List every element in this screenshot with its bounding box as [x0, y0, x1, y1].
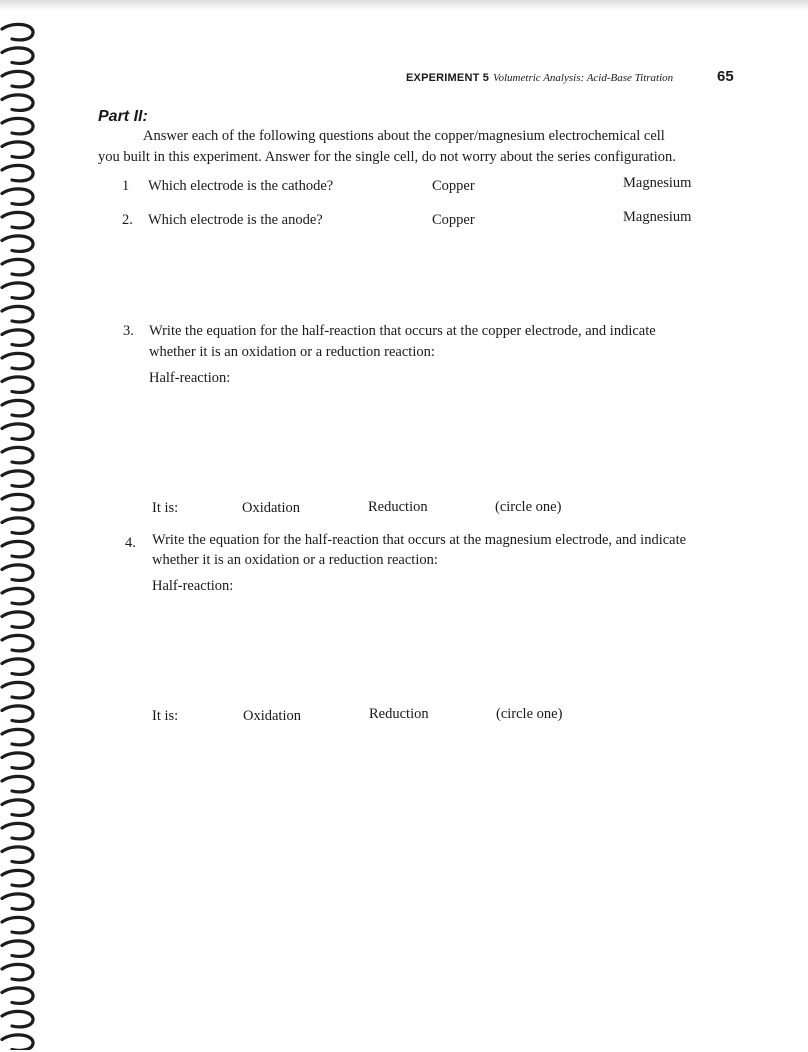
spiral-loop: [2, 48, 33, 64]
spiral-loop: [2, 588, 33, 604]
spiral-loop: [2, 1011, 33, 1027]
question-3-it-is-label: It is:: [152, 500, 179, 516]
spiral-loop: [2, 118, 33, 134]
question-3-circle-note: (circle one): [495, 499, 562, 515]
spiral-loop: [2, 988, 33, 1004]
question-4-circle-note: (circle one): [496, 706, 563, 722]
question-3-choice-oxidation[interactable]: Oxidation: [242, 500, 300, 516]
spiral-loop: [2, 400, 33, 416]
spiral-loop: [2, 776, 33, 792]
spiral-loop: [2, 659, 33, 675]
spiral-loop: [2, 353, 33, 369]
question-4-line-2: whether it is an oxidation or a reduction reaction:: [152, 552, 438, 568]
question-2-number: 2.: [122, 212, 133, 228]
header-experiment: EXPERIMENT 5: [406, 72, 490, 84]
spiral-loop: [2, 800, 33, 816]
intro-line-2: you built in this experiment. Answer for the single cell, do not worry about the series configuration.: [98, 149, 676, 165]
question-4-choice-reduction[interactable]: Reduction: [369, 706, 429, 722]
spiral-loop: [2, 706, 33, 722]
spiral-loop: [2, 870, 33, 886]
spiral-loop: [2, 283, 33, 299]
spiral-loop: [2, 377, 33, 393]
intro-line-1: Answer each of the following questions about the copper/magnesium electrochemical cell: [143, 128, 665, 144]
question-4-line-1: Write the equation for the half-reaction that occurs at the magnesium electrode, and indicate: [152, 532, 687, 548]
question-2-option-magnesium[interactable]: Magnesium: [623, 209, 692, 225]
page-number: 65: [717, 68, 734, 85]
spiral-loop: [2, 964, 33, 980]
question-1-option-magnesium[interactable]: Magnesium: [623, 175, 692, 191]
question-4-half-reaction-label: Half-reaction:: [152, 578, 234, 594]
question-2-option-copper[interactable]: Copper: [432, 212, 475, 228]
spiral-loop: [2, 612, 33, 628]
question-4-number: 4.: [125, 535, 136, 551]
spiral-loop: [2, 259, 33, 275]
question-1-text: Which electrode is the cathode?: [148, 178, 334, 194]
spiral-loop: [2, 424, 33, 440]
spiral-loop: [2, 142, 33, 158]
spiral-loop: [2, 189, 33, 205]
spiral-loop: [2, 306, 33, 322]
spiral-loop: [2, 541, 33, 557]
question-1-option-copper[interactable]: Copper: [432, 178, 475, 194]
question-1-number: 1: [122, 178, 130, 194]
spiral-loop: [2, 471, 33, 487]
spiral-loop: [2, 847, 33, 863]
header-subtitle: Volumetric Analysis: Acid-Base Titration: [493, 72, 674, 84]
question-2-text: Which electrode is the anode?: [148, 212, 323, 228]
spiral-loop: [2, 447, 33, 463]
spiral-loop: [2, 729, 33, 745]
question-3-line-2: whether it is an oxidation or a reduction reaction:: [149, 344, 435, 360]
spiral-loop: [2, 236, 33, 252]
spiral-binding: [0, 20, 42, 1050]
spiral-loop: [2, 753, 33, 769]
spiral-loop: [2, 635, 33, 651]
spiral-loop: [2, 894, 33, 910]
question-4-it-is-label: It is:: [152, 708, 179, 724]
spiral-loop: [2, 518, 33, 534]
spiral-loop: [2, 71, 33, 87]
spiral-loop: [2, 917, 33, 933]
spiral-loop: [2, 941, 33, 957]
spiral-loop: [2, 494, 33, 510]
spiral-loop: [2, 212, 33, 228]
spiral-loop: [2, 330, 33, 346]
spiral-loop: [2, 682, 33, 698]
question-3-choice-reduction[interactable]: Reduction: [368, 499, 428, 515]
spiral-loop: [2, 165, 33, 181]
spiral-loop: [2, 565, 33, 581]
spiral-loop: [2, 24, 33, 40]
spiral-loop: [2, 1035, 33, 1050]
question-3-half-reaction-label: Half-reaction:: [149, 370, 231, 386]
spiral-loop: [2, 95, 33, 111]
spiral-loop: [2, 823, 33, 839]
question-4-choice-oxidation[interactable]: Oxidation: [243, 708, 301, 724]
part-title: Part II:: [98, 108, 148, 125]
question-3-number: 3.: [123, 323, 134, 339]
page-top-shadow: [0, 0, 808, 10]
question-3-line-1: Write the equation for the half-reaction that occurs at the copper electrode, and indicate: [149, 323, 656, 339]
